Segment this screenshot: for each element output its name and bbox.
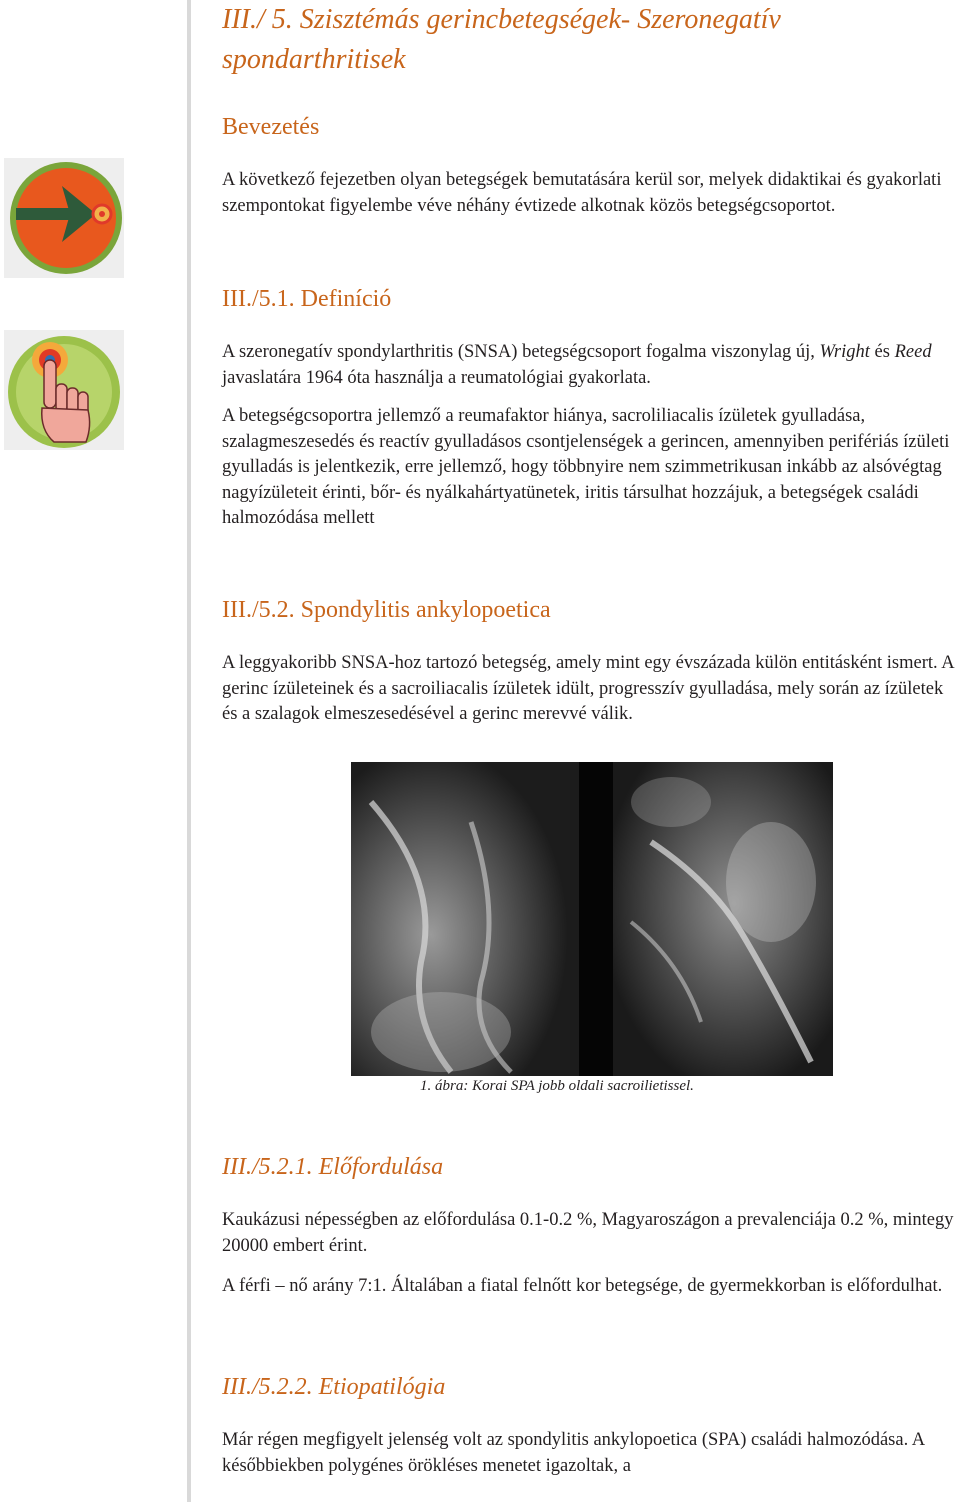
figure-caption: 1. ábra: Korai SPA jobb oldali sacroilietissel.	[420, 1078, 694, 1094]
heading-etiology: III./5.2.2. Etiopatilógia	[222, 1374, 446, 1400]
intro-paragraph: A következő fejezetben olyan betegségek bemutatására kerül sor, melyek didaktikai és gyakorlati szempontokat figyelembe véve néhány évtizede alkotnak közös betegségcsoportot.	[222, 170, 942, 216]
occurrence-paragraph-1: Kaukázusi népességben az előfordulása 0.1-0.2 %, Magyaroszágon a prevalenciája 0.2 %, mintegy 20000 embert érint.	[222, 1210, 954, 1256]
occurrence-paragraph-2: A férfi – nő arány 7:1. Általában a fiatal felnőtt kor betegsége, de gyermekkorban is előfordulhat.	[222, 1276, 943, 1296]
margin-rule	[187, 0, 191, 1502]
definition-paragraph-1: A szeronegatív spondylarthritis (SNSA) betegségcsoport fogalma viszonylag új, Wright és Reed javaslatára 1964 óta használja a reumatológiai gyakorlata.	[222, 342, 932, 388]
heading-occurrence: III./5.2.1. Előfordulása	[222, 1154, 444, 1180]
heading-intro: Bevezetés	[222, 114, 320, 140]
definition-paragraph-2: A betegségcsoportra jellemző a reumafaktor hiánya, sacroliliacalis ízületek gyulladása, szalagmeszesedés és reactív gyulladásos csontjelenségek a gerincen, amennyiben perifériás ízületi gyulladás is jelentkezik, erre jellemző, hogy többnyire nem szimmetrikusan inkább az alsóvégtag nagyízületeit érinti, bőr- és nyálkahártyatünetek, iritis társulhat hozzájuk, a betegségek családi halmozódása mellett	[222, 406, 950, 528]
heading-definition: III./5.1. Definíció	[222, 286, 392, 312]
xray-figure	[351, 762, 833, 1076]
arrow-target-icon	[4, 158, 124, 278]
spa-paragraph: A leggyakoribb SNSA-hoz tartozó betegség, amely mint egy évszázada külön entitásként ismert. A gerinc ízületeinek és a sacroiliacalis ízületek idült, progresszív gyulladása, mely során az ízületek és a szalagok elmeszesedésével a gerinc merevvé válik.	[222, 653, 954, 724]
chapter-title: III./ 5. Szisztémás gerincbetegségek- Szeronegatív spondarthritisek	[222, 4, 781, 75]
pointing-hand-icon	[4, 330, 124, 450]
etiology-paragraph: Már régen megfigyelt jelenség volt az spondylitis ankylopoetica (SPA) családi halmozódása. A későbbiekben polygénes örökléses menetet igazoltak, a	[222, 1430, 925, 1476]
heading-spa: III./5.2. Spondylitis ankylopoetica	[222, 597, 551, 623]
